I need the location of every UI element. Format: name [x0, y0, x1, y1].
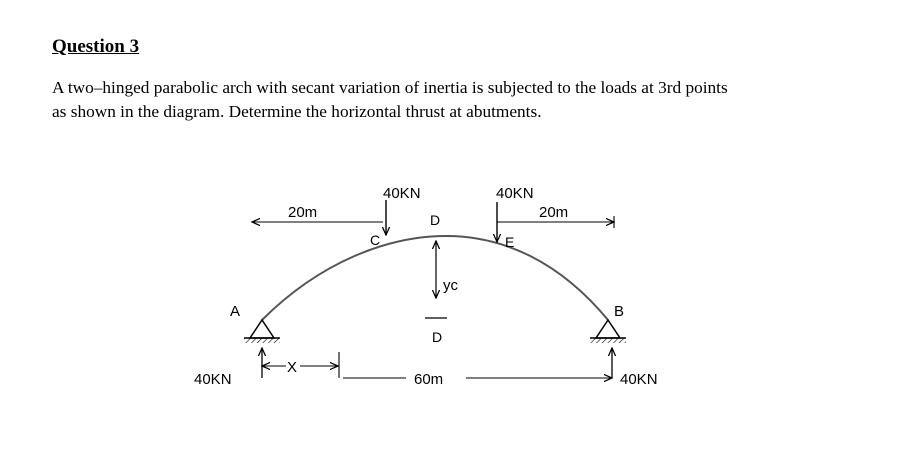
label-d-top: D	[430, 212, 441, 228]
support-right	[590, 320, 626, 343]
dim-right-label: 20m	[539, 204, 569, 221]
label-e: E	[505, 234, 515, 250]
label-b: B	[614, 303, 625, 320]
question-line-2: as shown in the diagram. Determine the horizontal thrust at abutments.	[52, 102, 542, 121]
arch-curve	[262, 236, 608, 320]
label-c: C	[370, 232, 381, 248]
support-left	[244, 320, 280, 343]
load-c-label: 40KN	[383, 185, 421, 202]
load-e-label: 40KN	[496, 185, 534, 202]
dim-left-label: 20m	[288, 204, 318, 221]
label-a: A	[230, 303, 241, 320]
question-title: Question 3	[52, 36, 140, 57]
rise-label: yc	[443, 277, 458, 294]
label-d-bottom: D	[432, 329, 443, 345]
x-label: X	[287, 359, 298, 376]
reaction-left-label: 40KN	[194, 371, 232, 388]
span-label: 60m	[414, 371, 444, 388]
reaction-right-label: 40KN	[620, 371, 658, 388]
question-line-1: A two–hinged parabolic arch with secant variation of inertia is subjected to the loads at 3rd points	[52, 78, 728, 97]
